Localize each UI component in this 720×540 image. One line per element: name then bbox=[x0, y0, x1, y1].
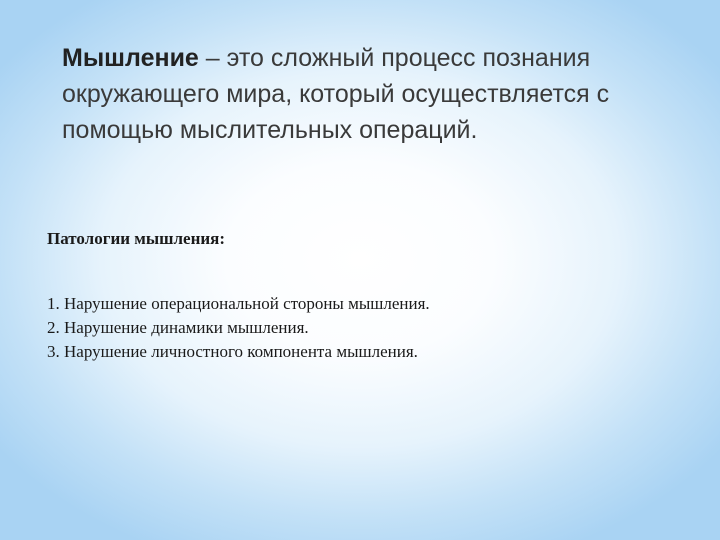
definition-paragraph bbox=[62, 40, 702, 148]
pathology-heading: Патологии мышления: bbox=[47, 229, 226, 248]
definition-term: Мышление bbox=[62, 44, 199, 72]
list-item: 3. Нарушение личностного компонента мышления. bbox=[47, 342, 418, 361]
definition-text: – это сложный процесс познания окружающего мира, который осуществляется с помощью мыслительных операций. bbox=[62, 44, 610, 144]
pathology-list bbox=[47, 292, 430, 364]
list-item: 1. Нарушение операциональной стороны мышления. bbox=[47, 294, 430, 313]
list-item: 2. Нарушение динамики мышления. bbox=[47, 318, 309, 337]
